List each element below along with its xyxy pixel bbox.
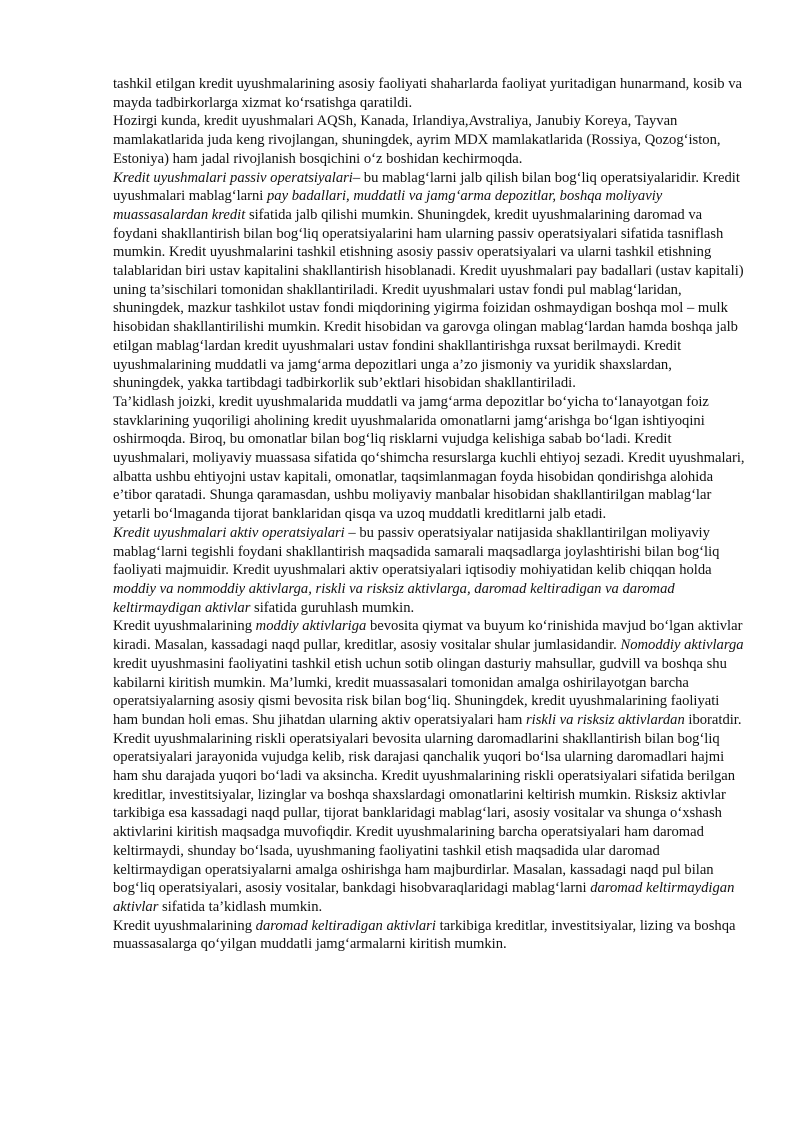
italic-term: riskli va risksiz aktivlardan xyxy=(526,711,685,728)
paragraph xyxy=(113,524,745,618)
text-run: – bu passiv operatsiyalar natijasida shakllantirilgan moliyaviy mablag‘larni tegishli foydani shakllantirish maqsadida samarali maqsadlarga joylashtirishi bilan bog‘liq faoliyati majmuidir. Kredit uyushmalari aktiv operatsiyalari iqtisodiy mohiyatidan kelib chiqqan holda xyxy=(113,524,720,579)
text-run: sifatida guruhlash mumkin. xyxy=(250,599,415,616)
paragraph xyxy=(113,169,745,393)
italic-term: pay badallari, muddatli va jamg‘arma depozitlar, boshqa moliyaviy muassasalardan kredit xyxy=(113,188,663,223)
paragraph xyxy=(113,617,745,729)
italic-term: Kredit uyushmalari passiv operatsiyalari xyxy=(113,169,353,186)
text-run: Kredit uyushmalarining riskli operatsiyalari bevosita ularning daromadlarini shakllantirish bilan bog‘liq operatsiyalari jarayonida vujudga kelib, risk darajasi qanchalik yuqori bo‘lsa ularning daromadlari hajmi ham shu darajada yuqori bo‘ladi va aksincha. Kredit uyushmalarining riskli operatsiyalari sifatida berilgan kreditlar, investitsiyalar, lizinglar va boshqa shaxslardagi omonatlarini keltirish mumkin. Risksiz aktivlar tarkibiga esa kassadagi naqd pullar, tijorat banklaridagi mablag‘lari, asosiy vositalar va shunga o‘xshash aktivlarini kiritish maqsadga muvofiqdir. Kredit uyushmalarining barcha operatsiyalari ham daromad keltirmaydi, shunday bo‘lsada, uyushmaning faoliyatini tashkil etish maqsadida ular daromad keltirmaydigan operatsiyalarni amalga oshirishga ham majburdirlar. Masalan, kassadagi naqd pul bilan bog‘liq operatsiyalari, asosiy vositalar, bankdagi hisobvaraqlaridagi mablag‘larni xyxy=(113,730,736,897)
text-run: bevosita qiymat va buyum ko‘rinishida mavjud bo‘lgan aktivlar kiradi. Masalan, kassadagi naqd pullar, kreditlar, asosiy vositalar shular jumlasidandir. xyxy=(113,618,743,654)
paragraph xyxy=(113,75,745,112)
italic-term: moddiy aktivlariga xyxy=(255,618,367,635)
paragraph xyxy=(113,917,745,954)
document-page xyxy=(113,75,745,954)
italic-term: daromad keltirmaydigan aktivlar xyxy=(113,880,735,915)
italic-term: daromad keltiradigan aktivlari xyxy=(255,917,436,934)
paragraph xyxy=(113,393,745,524)
text-run: sifatida ta’kidlash mumkin. xyxy=(158,898,323,915)
italic-term: Kredit uyushmalari aktiv operatsiyalari xyxy=(113,524,345,541)
text-run: Kredit uyushmalarining xyxy=(113,917,256,934)
text-run: Kredit uyushmalarining xyxy=(113,618,256,635)
text-run: Ta’kidlash joizki, kredit uyushmalarida muddatli va jamg‘arma depozitlar bo‘yicha to‘lanayotgan foiz stavklarining yuqoriligi aholining kredit uyushmalarida omonatlarni jamg‘arishga bo‘lgan ishtiyoqini oshirmoqda. Biroq, bu omonatlar bilan bog‘liq risklarni vujudga kelishiga sabab bo‘ladi. Kredit uyushmalari, moliyaviy muassasa sifatida qo‘shimcha resurslarga kuchli ehtiyoj sezadi. Kredit uyushmalari, albatta ushbu ehtiyojni ustav kapitali, omonatlar, taqsimlanmagan foyda hisobidan qondirishga alohida e’tibor qaratadi. Shunga qaramasdan, ushbu moliyaviy manbalar hisobidan shakllantirilgan mablag‘lar yetarli bo‘lmaganda tijorat banklaridan qisqa va uzoq muddatli kreditlarni jalb etadi. xyxy=(113,393,745,523)
text-run: tarkibiga kreditlar, investitsiyalar, lizing va boshqa muassasalarga qo‘yilgan muddatli jamg‘armalarni kiritish mumkin. xyxy=(113,917,736,953)
text-run: Hozirgi kunda, kredit uyushmalari AQSh, Kanada, Irlandiya,Avstraliya, Janubiy Koreya, Tayvan mamlakatlarida juda keng rivojlangan, shuningdek, ayrim MDX mamlakatlarida (Rossiya, Qozog‘iston, Estoniya) ham jadal rivojlanish bosqichini o‘z boshidan kechirmoqda. xyxy=(113,113,721,167)
italic-term: moddiy va nommoddiy aktivlarga, riskli va risksiz aktivlarga, daromad keltiradigan va daromad keltirmaydigan aktivlar xyxy=(113,580,675,616)
italic-term: Nomoddiy aktivlarga xyxy=(620,637,744,654)
text-run: tashkil etilgan kredit uyushmalarining asosiy faoliyati shaharlarda faoliyat yuritadigan hunarmand, kosib va mayda tadbirkorlarga xizmat ko‘rsatishga qaratildi. xyxy=(113,76,742,111)
text-run: – bu mablag‘larni jalb qilish bilan bog‘liq operatsiyalaridir. Kredit uyushmalari mablag‘larni xyxy=(113,169,740,205)
paragraph xyxy=(113,730,745,917)
text-run: iboratdir. xyxy=(684,711,742,728)
text-run: sifatida jalb qilishi mumkin. Shuningdek, kredit uyushmalarining daromad va foydani shakllantirish bilan bog‘liq operatsiyalarini ham ularning passiv operatsiyalari sifatida tasniflash mumkin. Kredit uyushmalarini tashkil etishning asosiy passiv operatsiyalari va ularni tashkil etishning talablaridan biri ustav kapitalini shakllantirish hisoblanadi. Kredit uyushmalari pay badallari (ustav kapitali) uning ta’sischilari tomonidan shakllantiriladi. Kredit uyushmalari ustav fondi pul mablag‘laridan, shuningdek, mazkur tashkilot ustav fondi miqdorining yigirma foizidan oshmaydigan boshqa mol – mulk hisobidan shakllantirilishi mumkin. Kredit hisobidan va garovga olingan mablag‘lardan hamda boshqa jalb etilgan mablag‘lardan kredit uyushmalari ustav fondini shakllantirishga ruxsat berilmaydi. Kredit uyushmalarining muddatli va jamg‘arma depozitlari unga a’zo jismoniy va yuridik shaxslardan, shuningdek, yakka tartibdagi tadbirkorlik sub’ektlari hisobidan shakllantiriladi. xyxy=(113,206,744,392)
paragraph xyxy=(113,112,745,168)
text-run: kredit uyushmasini faoliyatini tashkil etish uchun sotib olingan dasturiy mahsullar, gudvill va boshqa shu kabilarni kiritish mumkin. Ma’lumki, kredit muassasalari tomonidan amalga oshirilayotgan barcha operatsiyalarning asosiy qismi bevosita risk bilan bog‘liq. Shuningdek, kredit uyushmalarining faoliyati ham bundan holi emas. Shu jihatdan ularning aktiv operatsiyalari ham xyxy=(113,655,727,728)
